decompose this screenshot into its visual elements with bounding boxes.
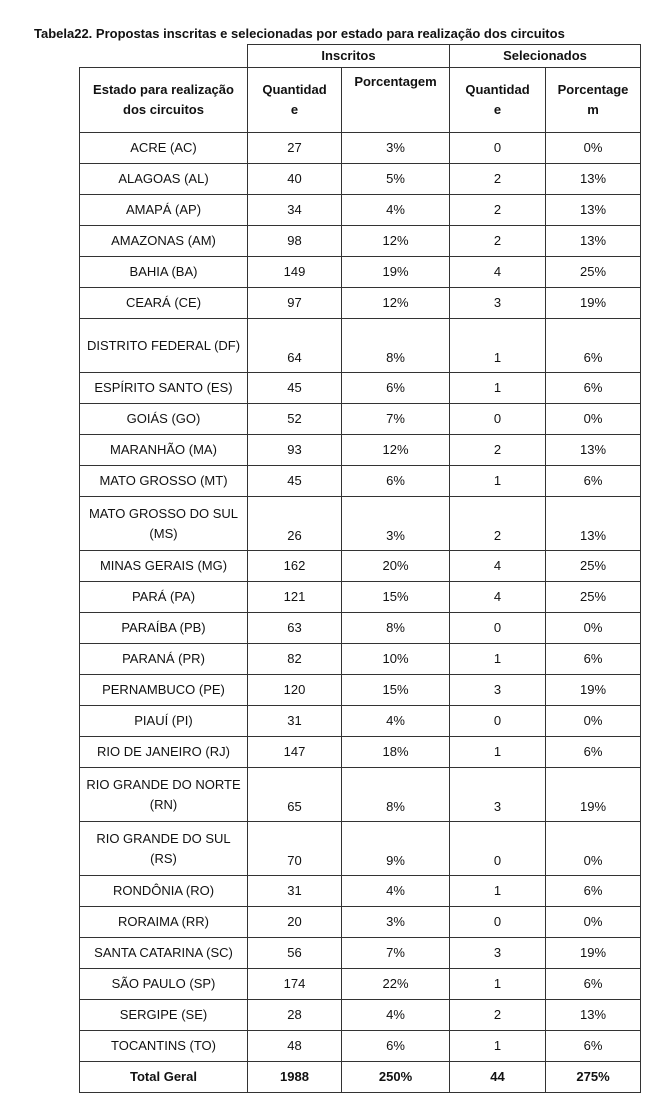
selecionados-quantidade-cell: 0 (450, 706, 546, 737)
selecionados-porcentagem-cell: 13% (546, 164, 641, 195)
inscritos-quantidade-cell: 45 (248, 373, 342, 404)
inscritos-porcentagem-cell: 8% (342, 768, 450, 822)
selecionados-quantidade-cell: 0 (450, 822, 546, 876)
group-header-row (80, 45, 641, 68)
header-text: Porcentage (557, 82, 629, 97)
selecionados-quantidade-cell: 4 (450, 257, 546, 288)
inscritos-quantidade-cell: 34 (248, 195, 342, 226)
group-inscritos: Inscritos (248, 45, 450, 68)
inscritos-porcentagem-cell: 5% (342, 164, 450, 195)
inscritos-quantidade-cell: 65 (248, 768, 342, 822)
selecionados-quantidade-cell: 2 (450, 497, 546, 551)
inscritos-porcentagem-cell: 3% (342, 497, 450, 551)
header-text-wrap: m (587, 102, 599, 117)
selecionados-porcentagem-cell: 19% (546, 675, 641, 706)
inscritos-quantidade-cell: 45 (248, 466, 342, 497)
inscritos-porcentagem-cell: 15% (342, 675, 450, 706)
state-cell: MATO GROSSO (MT) (80, 466, 248, 497)
table-row (80, 164, 641, 195)
inscritos-porcentagem-cell: 4% (342, 1000, 450, 1031)
state-cell: CEARÁ (CE) (80, 288, 248, 319)
selecionados-quantidade-cell: 1 (450, 1031, 546, 1062)
inscritos-porcentagem-cell: 7% (342, 938, 450, 969)
inscritos-porcentagem-cell: 22% (342, 969, 450, 1000)
inscritos-quantidade-cell: 162 (248, 551, 342, 582)
selecionados-porcentagem-cell: 13% (546, 226, 641, 257)
table-row (80, 1031, 641, 1062)
selecionados-quantidade-cell: 4 (450, 551, 546, 582)
state-cell: ALAGOAS (AL) (80, 164, 248, 195)
inscritos-porcentagem-cell: 18% (342, 737, 450, 768)
selecionados-quantidade-cell: 1 (450, 876, 546, 907)
table-row (80, 582, 641, 613)
selecionados-porcentagem-cell: 6% (546, 319, 641, 373)
state-cell: MATO GROSSO DO SUL (MS) (80, 497, 248, 551)
selecionados-quantidade-cell: 0 (450, 907, 546, 938)
table-row (80, 675, 641, 706)
inscritos-porcentagem-cell: 6% (342, 1031, 450, 1062)
selecionados-quantidade-cell: 2 (450, 226, 546, 257)
state-cell: PIAUÍ (PI) (80, 706, 248, 737)
table-row (80, 644, 641, 675)
state-cell: MARANHÃO (MA) (80, 435, 248, 466)
table-row (80, 969, 641, 1000)
selecionados-porcentagem-cell: 6% (546, 876, 641, 907)
selecionados-porcentagem-cell: 13% (546, 1000, 641, 1031)
state-cell: TOCANTINS (TO) (80, 1031, 248, 1062)
state-cell: SANTA CATARINA (SC) (80, 938, 248, 969)
selecionados-quantidade-cell: 4 (450, 582, 546, 613)
inscritos-porcentagem-cell: 6% (342, 373, 450, 404)
selecionados-quantidade-cell: 1 (450, 373, 546, 404)
inscritos-porcentagem-cell: 6% (342, 466, 450, 497)
table-row (80, 613, 641, 644)
inscritos-quantidade-cell: 149 (248, 257, 342, 288)
inscritos-porcentagem-cell: 12% (342, 435, 450, 466)
state-cell: SÃO PAULO (SP) (80, 969, 248, 1000)
inscritos-quantidade-cell: 64 (248, 319, 342, 373)
selecionados-porcentagem-cell: 0% (546, 822, 641, 876)
inscritos-porcentagem-cell: 15% (342, 582, 450, 613)
inscritos-quantidade-cell: 82 (248, 644, 342, 675)
state-cell: AMAPÁ (AP) (80, 195, 248, 226)
table-row (80, 822, 641, 876)
inscritos-quantidade-cell: 27 (248, 133, 342, 164)
inscritos-quantidade-cell: 174 (248, 969, 342, 1000)
state-cell: PERNAMBUCO (PE) (80, 675, 248, 706)
inscritos-quantidade-cell: 120 (248, 675, 342, 706)
table-row (80, 435, 641, 466)
header-text-wrap: e (290, 102, 299, 117)
inscritos-quantidade-cell: 31 (248, 876, 342, 907)
state-cell: BAHIA (BA) (80, 257, 248, 288)
inscritos-quantidade-cell: 121 (248, 582, 342, 613)
inscritos-porcentagem-cell: 12% (342, 288, 450, 319)
column-header-row (80, 68, 641, 133)
inscritos-quantidade-cell: 147 (248, 737, 342, 768)
inscritos-quantidade-cell: 28 (248, 1000, 342, 1031)
table-row (80, 551, 641, 582)
header-state: Estado para realização dos circuitos (80, 68, 248, 133)
inscritos-porcentagem-cell: 4% (342, 195, 450, 226)
inscritos-quantidade-cell: 31 (248, 706, 342, 737)
selecionados-quantidade-cell: 0 (450, 133, 546, 164)
selecionados-quantidade-cell: 3 (450, 675, 546, 706)
table-row (80, 876, 641, 907)
table-row (80, 768, 641, 822)
state-cell: SERGIPE (SE) (80, 1000, 248, 1031)
state-cell: ACRE (AC) (80, 133, 248, 164)
selecionados-quantidade-cell: 0 (450, 404, 546, 435)
table-row (80, 466, 641, 497)
group-selecionados: Selecionados (450, 45, 641, 68)
state-cell: RIO GRANDE DO NORTE (RN) (80, 768, 248, 822)
inscritos-porcentagem-cell: 4% (342, 876, 450, 907)
selecionados-porcentagem-cell: 6% (546, 373, 641, 404)
state-cell: PARANÁ (PR) (80, 644, 248, 675)
inscritos-porcentagem-cell: 9% (342, 822, 450, 876)
state-cell: RONDÔNIA (RO) (80, 876, 248, 907)
selecionados-porcentagem-cell: 13% (546, 195, 641, 226)
table-row (80, 373, 641, 404)
state-cell: AMAZONAS (AM) (80, 226, 248, 257)
total-state-cell: Total Geral (80, 1062, 248, 1093)
inscritos-quantidade-cell: 56 (248, 938, 342, 969)
total-selecionados-porcentagem-cell: 275% (546, 1062, 641, 1093)
total-inscritos-quantidade-cell: 1988 (248, 1062, 342, 1093)
selecionados-porcentagem-cell: 25% (546, 582, 641, 613)
total-row (80, 1062, 641, 1093)
selecionados-quantidade-cell: 2 (450, 195, 546, 226)
inscritos-porcentagem-cell: 8% (342, 319, 450, 373)
selecionados-quantidade-cell: 0 (450, 613, 546, 644)
inscritos-porcentagem-cell: 8% (342, 613, 450, 644)
selecionados-porcentagem-cell: 0% (546, 404, 641, 435)
table-row (80, 226, 641, 257)
selecionados-quantidade-cell: 1 (450, 466, 546, 497)
selecionados-quantidade-cell: 3 (450, 768, 546, 822)
selecionados-porcentagem-cell: 0% (546, 613, 641, 644)
table-row (80, 319, 641, 373)
table-row (80, 404, 641, 435)
header-text: Quantidad (465, 82, 530, 97)
selecionados-porcentagem-cell: 6% (546, 644, 641, 675)
selecionados-porcentagem-cell: 25% (546, 551, 641, 582)
state-cell: RIO DE JANEIRO (RJ) (80, 737, 248, 768)
selecionados-quantidade-cell: 3 (450, 288, 546, 319)
inscritos-porcentagem-cell: 19% (342, 257, 450, 288)
inscritos-quantidade-cell: 40 (248, 164, 342, 195)
blank-corner-cell (80, 45, 248, 68)
table-row (80, 288, 641, 319)
inscritos-quantidade-cell: 26 (248, 497, 342, 551)
state-cell: DISTRITO FEDERAL (DF) (80, 319, 248, 373)
inscritos-porcentagem-cell: 7% (342, 404, 450, 435)
total-inscritos-porcentagem-cell: 250% (342, 1062, 450, 1093)
selecionados-porcentagem-cell: 6% (546, 466, 641, 497)
table-row (80, 938, 641, 969)
header-text: Quantidad (262, 82, 327, 97)
selecionados-quantidade-cell: 3 (450, 938, 546, 969)
table-row (80, 133, 641, 164)
header-inscritos-quantidade (248, 68, 342, 133)
header-selecionados-quantidade (450, 68, 546, 133)
inscritos-porcentagem-cell: 12% (342, 226, 450, 257)
selecionados-porcentagem-cell: 19% (546, 288, 641, 319)
selecionados-quantidade-cell: 1 (450, 737, 546, 768)
inscritos-porcentagem-cell: 3% (342, 907, 450, 938)
header-text-wrap: e (493, 102, 502, 117)
inscritos-quantidade-cell: 97 (248, 288, 342, 319)
selecionados-porcentagem-cell: 19% (546, 938, 641, 969)
table-row (80, 195, 641, 226)
selecionados-porcentagem-cell: 25% (546, 257, 641, 288)
inscritos-quantidade-cell: 48 (248, 1031, 342, 1062)
selecionados-quantidade-cell: 1 (450, 969, 546, 1000)
inscritos-porcentagem-cell: 20% (342, 551, 450, 582)
table-row (80, 907, 641, 938)
selecionados-porcentagem-cell: 0% (546, 133, 641, 164)
selecionados-porcentagem-cell: 13% (546, 435, 641, 466)
selecionados-porcentagem-cell: 6% (546, 737, 641, 768)
inscritos-quantidade-cell: 52 (248, 404, 342, 435)
state-cell: GOIÁS (GO) (80, 404, 248, 435)
selecionados-quantidade-cell: 1 (450, 319, 546, 373)
selecionados-quantidade-cell: 2 (450, 164, 546, 195)
table-caption: Tabela22. Propostas inscritas e selecionadas por estado para realização dos circuitos (34, 26, 565, 41)
inscritos-quantidade-cell: 93 (248, 435, 342, 466)
state-cell: RIO GRANDE DO SUL (RS) (80, 822, 248, 876)
table-row (80, 257, 641, 288)
selecionados-quantidade-cell: 1 (450, 644, 546, 675)
data-table (79, 44, 641, 1093)
inscritos-quantidade-cell: 70 (248, 822, 342, 876)
selecionados-porcentagem-cell: 6% (546, 1031, 641, 1062)
table-row (80, 706, 641, 737)
inscritos-porcentagem-cell: 4% (342, 706, 450, 737)
selecionados-quantidade-cell: 2 (450, 435, 546, 466)
inscritos-quantidade-cell: 20 (248, 907, 342, 938)
state-cell: RORAIMA (RR) (80, 907, 248, 938)
total-selecionados-quantidade-cell: 44 (450, 1062, 546, 1093)
selecionados-porcentagem-cell: 0% (546, 706, 641, 737)
inscritos-porcentagem-cell: 10% (342, 644, 450, 675)
state-cell: PARÁ (PA) (80, 582, 248, 613)
inscritos-quantidade-cell: 63 (248, 613, 342, 644)
header-selecionados-porcentagem (546, 68, 641, 133)
inscritos-quantidade-cell: 98 (248, 226, 342, 257)
inscritos-porcentagem-cell: 3% (342, 133, 450, 164)
header-inscritos-porcentagem: Porcentagem (342, 68, 450, 133)
table-row (80, 497, 641, 551)
state-cell: PARAÍBA (PB) (80, 613, 248, 644)
table-row (80, 1000, 641, 1031)
table-row (80, 737, 641, 768)
selecionados-porcentagem-cell: 6% (546, 969, 641, 1000)
state-cell: MINAS GERAIS (MG) (80, 551, 248, 582)
selecionados-porcentagem-cell: 13% (546, 497, 641, 551)
selecionados-quantidade-cell: 2 (450, 1000, 546, 1031)
selecionados-porcentagem-cell: 19% (546, 768, 641, 822)
state-cell: ESPÍRITO SANTO (ES) (80, 373, 248, 404)
selecionados-porcentagem-cell: 0% (546, 907, 641, 938)
